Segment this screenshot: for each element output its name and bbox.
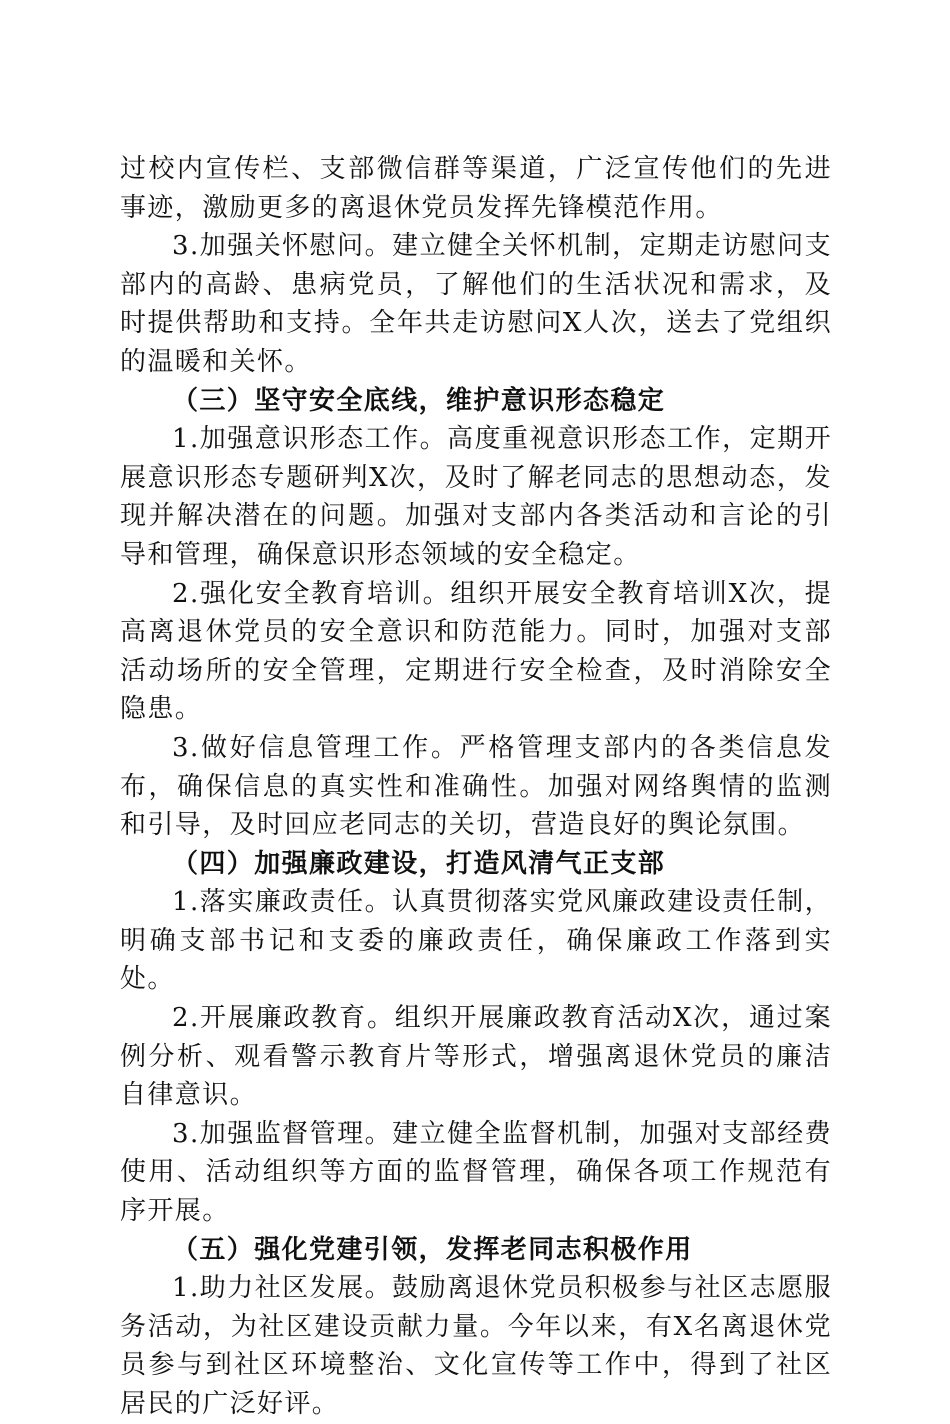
section-heading-3: （三）坚守安全底线，维护意识形态稳定: [172, 385, 666, 416]
paragraph-community-development: 1.助力社区发展。鼓励离退休党员积极参与社区志愿服务活动，为社区建设贡献力量。今年以来，有X名离退休党员参与到社区环境整治、文化宣传等工作中，得到了社区居民的广泛好评。: [120, 1273, 832, 1419]
section-heading-4: （四）加强廉政建设，打造风清气正支部: [172, 848, 666, 879]
paragraph-integrity-responsibility: 1.落实廉政责任。认真贯彻落实党风廉政建设责任制，明确支部书记和支委的廉政责任，确保廉政工作落到实处。: [120, 887, 832, 995]
paragraph-info-management: 3.做好信息管理工作。严格管理支部内的各类信息发布，确保信息的真实性和准确性。加强对网络舆情的监测和引导，及时回应老同志的关切，营造良好的舆论氛围。: [120, 732, 832, 841]
paragraph-ideology-work: 1.加强意识形态工作。高度重视意识形态工作，定期开展意识形态专题研判X次，及时了解老同志的思想动态，发现并解决潜在的问题。加强对支部内各类活动和言论的引导和管理，确保意识形态领域的安全稳定。: [120, 424, 832, 570]
paragraph-integrity-education: 2.开展廉政教育。组织开展廉政教育活动X次，通过案例分析、观看警示教育片等形式，增强离退休党员的廉洁自律意识。: [120, 1003, 832, 1111]
paragraph-supervision: 3.加强监督管理。建立健全监督机制，加强对支部经费使用、活动组织等方面的监督管理，确保各项工作规范有序开展。: [120, 1118, 832, 1227]
paragraph-care-visits: 3.加强关怀慰问。建立健全关怀机制，定期走访慰问支部内的高龄、患病党员，了解他们的生活状况和需求，及时提供帮助和支持。全年共走访慰问X人次，送去了党组织的温暖和关怀。: [120, 231, 832, 377]
section-heading-5: （五）强化党建引领，发挥老同志积极作用: [172, 1234, 693, 1265]
paragraph-continuation: 过校内宣传栏、支部微信群等渠道，广泛宣传他们的先进事迹，激励更多的离退休党员发挥先锋模范作用。: [120, 154, 832, 223]
document-page: [120, 150, 832, 1424]
paragraph-safety-training: 2.强化安全教育培训。组织开展安全教育培训X次，提高离退休党员的安全意识和防范能力。同时，加强对支部活动场所的安全管理，定期进行安全检查，及时消除安全隐患。: [120, 578, 832, 725]
